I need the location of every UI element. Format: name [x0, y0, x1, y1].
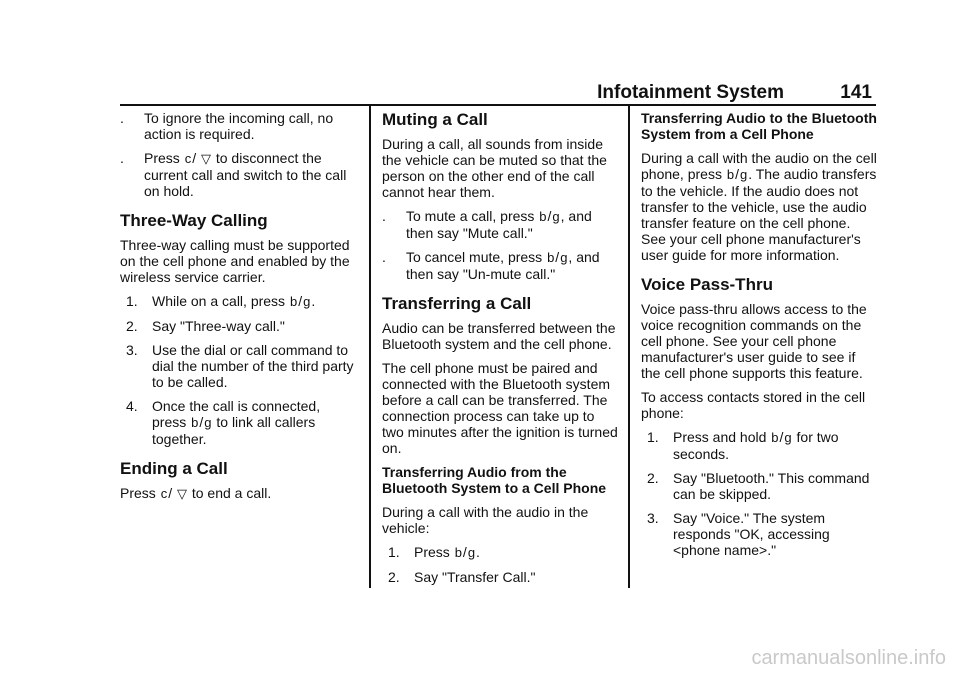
paragraph: Audio can be transferred between the Bluetooth system and the cell phone.	[382, 320, 616, 352]
bullet-icon: .	[120, 150, 124, 166]
bullet-icon: .	[120, 110, 124, 126]
list-item: 2. Say "Bluetooth." This command can be skipped.	[647, 470, 870, 502]
column-3	[641, 110, 877, 566]
paragraph: During a call with the audio on the cell phone, press b/g. The audio transfers to the vehicle. If the audio does not transfer to the vehicle, use the audio transfer feature on the cell phone. See your cell phone manufacturer's user guide for more information.	[641, 150, 877, 263]
paragraph: Press c/ ▽ to end a call.	[120, 485, 272, 501]
watermark: carmanualsonline.info	[751, 647, 946, 669]
heading-muting-a-call: Muting a Call	[382, 110, 488, 129]
heading-transferring-a-call: Transferring a Call	[382, 294, 532, 313]
hang-up-icon: c	[184, 151, 192, 166]
list-item: 3. Say "Voice." The system responds "OK, accessing <phone name>."	[647, 510, 830, 558]
voice-icon: b	[547, 250, 555, 265]
column-1	[120, 110, 356, 510]
heading-ending-a-call: Ending a Call	[120, 459, 228, 478]
paragraph: Three-way calling must be supported on the cell phone and enabled by the wireless service carrier.	[120, 237, 350, 285]
heading-three-way-calling: Three-Way Calling	[120, 211, 268, 230]
paragraph: To access contacts stored in the cell phone:	[641, 389, 866, 421]
end-call-icon: ▽	[200, 151, 211, 166]
list-item: 1. While on a call, press b/g.	[126, 293, 316, 309]
list-item: . To cancel mute, press b/g, and then say "Un-mute call."	[382, 249, 600, 282]
heading-voice-pass-thru: Voice Pass-Thru	[641, 275, 773, 294]
list-item: 1. Press and hold b/g for two seconds.	[647, 429, 839, 462]
voice-icon: b	[539, 209, 547, 224]
list-item: 1. Press b/g.	[388, 544, 480, 560]
voice-icon: b	[454, 545, 462, 560]
list-item: . To mute a call, press b/g, and then say "Mute call."	[382, 208, 592, 241]
paragraph: Voice pass-thru allows access to the voice recognition commands on the cell phone. See your cell phone manufacturer's user guide to see if the cell phone supports this feature.	[641, 301, 867, 381]
phone-icon: g	[552, 209, 560, 224]
bullet-icon: .	[382, 208, 386, 224]
paragraph: During a call, all sounds from inside the vehicle can be muted so that the person on the other end of the call cannot hear them.	[382, 136, 607, 200]
page-header	[120, 82, 876, 106]
list-item: 3. Use the dial or call command to dial the number of the third party to be called.	[126, 342, 354, 390]
subheading-transfer-to-bluetooth: Transferring Audio to the Bluetooth System from a Cell Phone	[641, 110, 877, 142]
voice-icon: b	[191, 415, 199, 430]
list-item: . To ignore the incoming call, no action is required.	[120, 110, 334, 142]
voice-icon: b	[771, 430, 779, 445]
voice-icon: b	[289, 294, 298, 309]
page-number: 141	[840, 82, 872, 103]
phone-icon: g	[784, 430, 792, 445]
phone-icon: g	[739, 167, 748, 182]
column-divider	[628, 106, 630, 588]
list-item: 2. Say "Three-way call."	[126, 318, 285, 334]
bullet-icon: .	[382, 249, 386, 265]
hang-up-icon: c	[160, 486, 168, 501]
section-title: Infotainment System	[597, 82, 784, 103]
paragraph: During a call with the audio in the vehicle:	[382, 504, 589, 536]
header-rule	[120, 104, 876, 106]
voice-icon: b	[726, 167, 735, 182]
column-divider	[369, 106, 371, 588]
list-item: . Press c/ ▽ to disconnect the current call and switch to the call on hold.	[120, 150, 347, 199]
phone-icon: g	[467, 545, 476, 560]
phone-icon: g	[303, 294, 311, 309]
paragraph: The cell phone must be paired and connected with the Bluetooth system before a call can be transferred. The connection process can take up to two minutes after the ignition is turned on.	[382, 360, 618, 456]
end-call-icon: ▽	[176, 486, 187, 501]
list-item: 4. Once the call is connected, press b/g to link all callers together.	[126, 398, 321, 447]
phone-icon: g	[560, 250, 568, 265]
subheading-transfer-to-phone: Transferring Audio from the Bluetooth System to a Cell Phone	[382, 464, 607, 496]
phone-icon: g	[204, 415, 212, 430]
list-item: 2. Say "Transfer Call."	[388, 569, 536, 585]
column-2	[382, 110, 618, 593]
